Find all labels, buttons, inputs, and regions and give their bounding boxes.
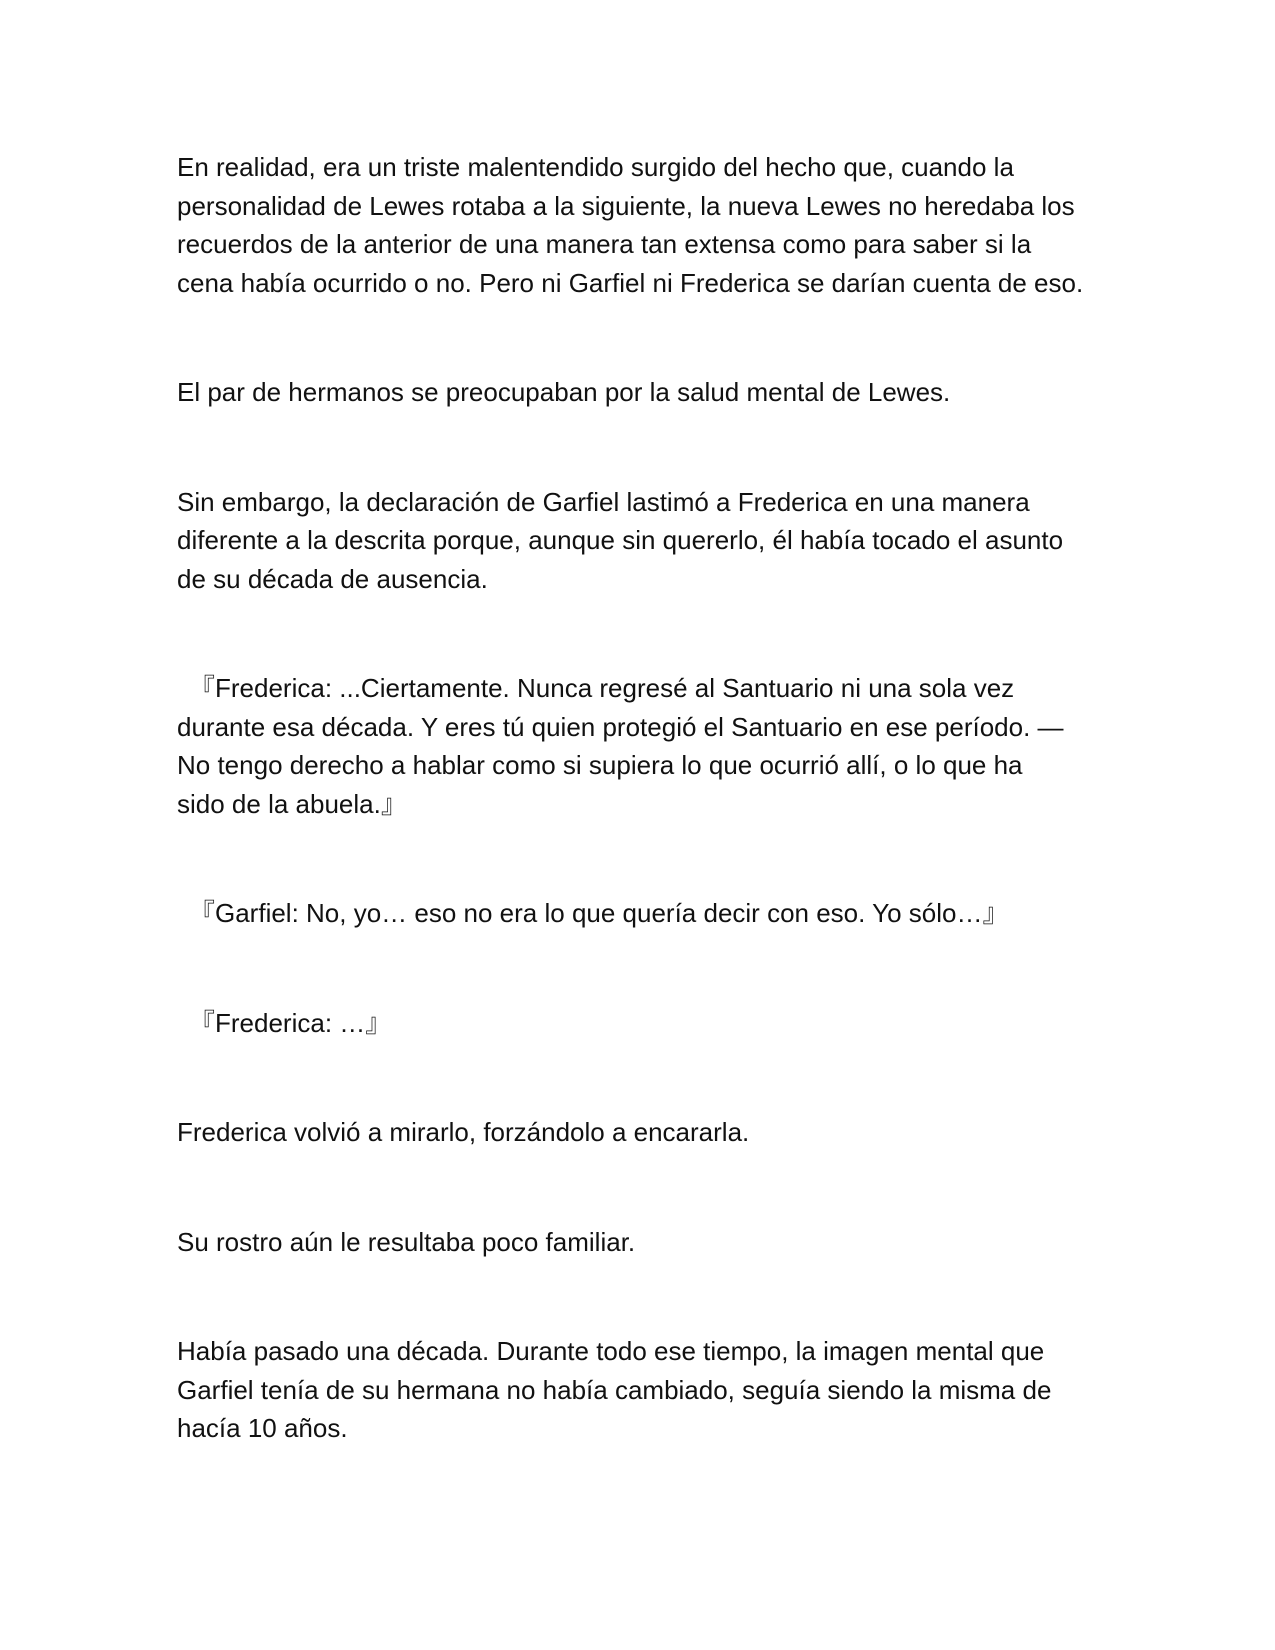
paragraph-spacer [177, 1152, 1107, 1223]
text-line: cena había ocurrido o no. Pero ni Garfiel ni Frederica se darían cuenta de eso. [177, 267, 1084, 298]
text-line: 『Garfiel: No, yo… eso no era lo que quería decir con eso. Yo sólo…』 [189, 898, 1009, 928]
text-line: Garfiel tenía de su hermana no había cambiado, seguía siendo la misma de [177, 1374, 1052, 1405]
paragraph-narration-2 [177, 373, 1107, 412]
paragraph-narration-1 [177, 148, 1107, 302]
text-line: diferente a la descrita porque, aunque sin quererlo, él había tocado el asunto [177, 525, 1064, 555]
paragraph-spacer [177, 598, 1107, 669]
text-line: sido de la abuela.』 [177, 788, 407, 819]
text-line: hacía 10 años. [177, 1413, 348, 1443]
text-line: personalidad de Lewes rotaba a la siguiente, la nueva Lewes no heredaba los [177, 190, 1075, 221]
text-line: Sin embargo, la declaración de Garfiel lastimó a Frederica en una manera [177, 486, 1030, 517]
paragraph-dialogue-frederica-2 [177, 1004, 1107, 1043]
paragraph-spacer [177, 1261, 1107, 1332]
paragraph-narration-6 [177, 1332, 1107, 1448]
paragraph-spacer [177, 933, 1107, 1004]
text-line: durante esa década. Y eres tú quien protegió el Santuario en ese período. — [177, 711, 1064, 742]
paragraph-narration-4 [177, 1113, 1107, 1152]
text-line: No tengo derecho a hablar como si supiera lo que ocurrió allí, o lo que ha [177, 750, 1023, 780]
paragraph-spacer [177, 823, 1107, 894]
paragraph-dialogue-frederica-1 [177, 669, 1107, 823]
document-body [177, 148, 1107, 1448]
text-line: recuerdos de la anterior de una manera tan extensa como para saber si la [177, 229, 1032, 259]
text-line: de su década de ausencia. [177, 563, 488, 594]
paragraph-spacer [177, 302, 1107, 373]
text-line: Su rostro aún le resultaba poco familiar. [177, 1226, 636, 1257]
paragraph-spacer [177, 412, 1107, 483]
paragraph-narration-5 [177, 1223, 1107, 1262]
text-line: Frederica volvió a mirarlo, forzándolo a encararla. [177, 1117, 750, 1147]
paragraph-spacer [177, 1042, 1107, 1113]
text-line: El par de hermanos se preocupaban por la salud mental de Lewes. [177, 377, 951, 407]
text-line: 『Frederica: ...Ciertamente. Nunca regresé al Santuario ni una sola vez [189, 673, 1015, 703]
text-line: En realidad, era un triste malentendido surgido del hecho que, cuando la [177, 152, 1014, 182]
text-line: 『Frederica: …』 [189, 1007, 392, 1038]
text-line: Había pasado una década. Durante todo ese tiempo, la imagen mental que [177, 1336, 1045, 1366]
paragraph-dialogue-garfiel [177, 894, 1107, 933]
paragraph-narration-3 [177, 483, 1107, 599]
